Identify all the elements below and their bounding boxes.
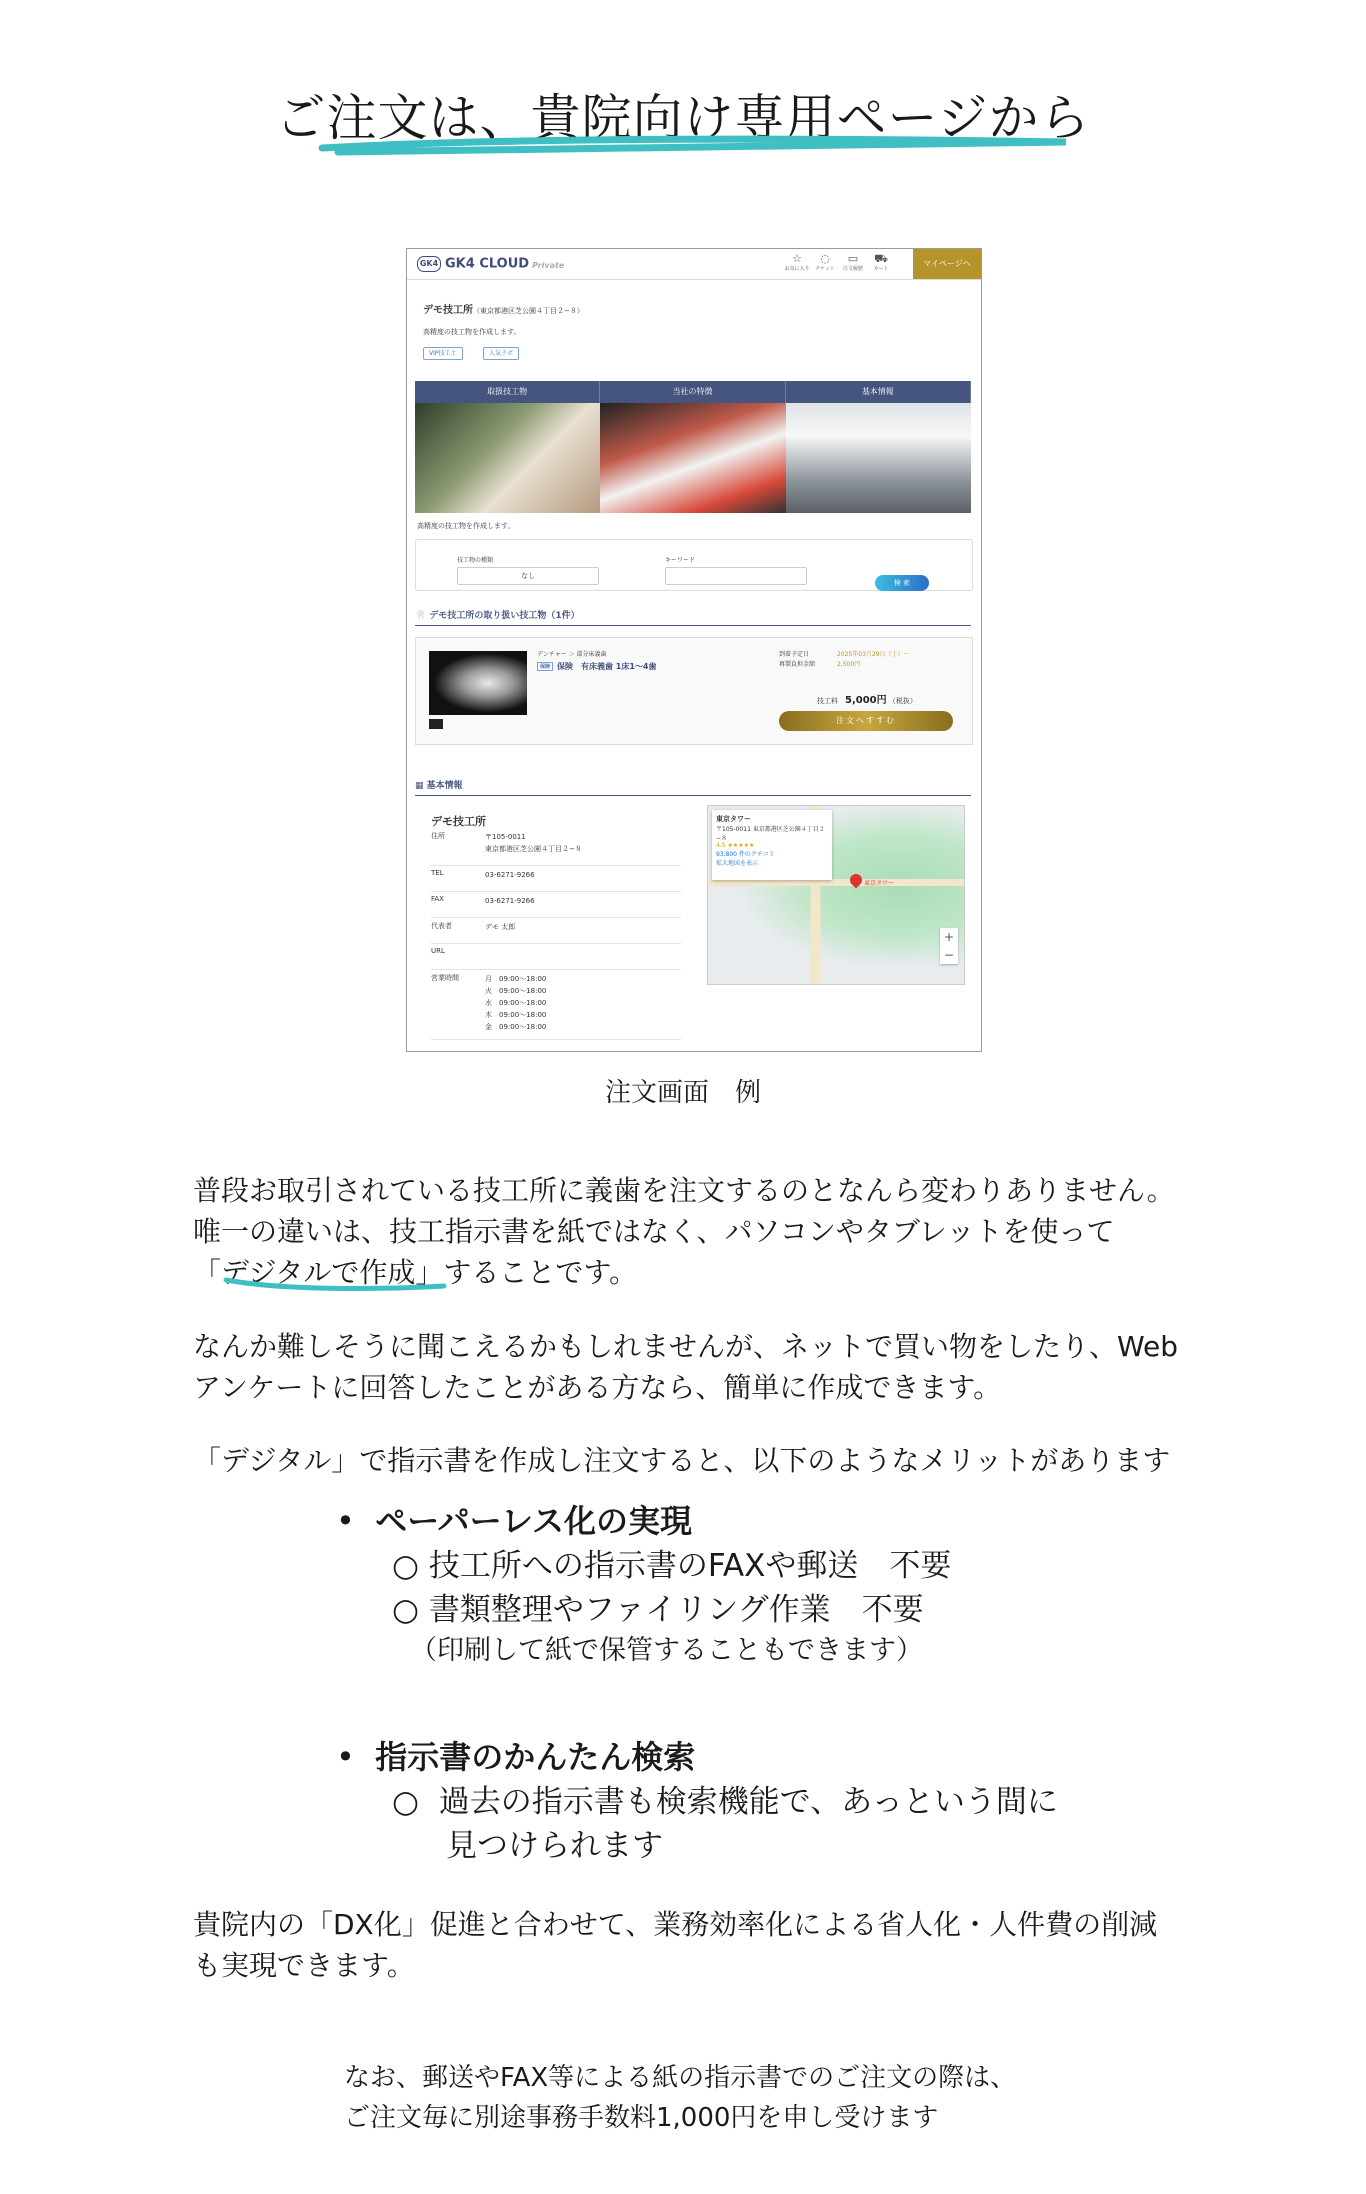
merit-2-sub-1-cont: 見つけられます	[446, 1828, 663, 1864]
merit-2-title: 指示書のかんたん検索	[375, 1738, 696, 1776]
cart-button[interactable]: ⛟ カート	[867, 253, 895, 272]
info-row-fax: FAX 03-6271-9266	[431, 895, 681, 918]
map-pin-icon	[848, 872, 865, 889]
product-thumbnail[interactable]	[429, 719, 443, 729]
screenshot-caption: 注文画面 例	[604, 1078, 761, 1108]
tab-features[interactable]: 当社の特徴	[600, 381, 785, 403]
paragraph-1-line-3: 「デジタルで作成」することです。	[193, 1256, 638, 1289]
app-header	[407, 249, 981, 280]
lab-name: デモ技工所（東京都港区芝公園４丁目２−８）	[423, 305, 584, 316]
info-lab-name: デモ技工所	[431, 815, 486, 828]
google-map[interactable]	[707, 805, 965, 985]
product-name[interactable]: 保険 保険 有床義歯 1床1～4歯	[537, 661, 657, 672]
circle-bullet-icon: ○	[392, 1592, 429, 1628]
map-place-card: 東京タワー 〒105-0011 東京都港区芝公園４丁目２−８ 4.5 ★★★★★ 93,800 件のクチコミ 拡大地図を表示	[712, 810, 832, 880]
info-row-url: URL	[431, 947, 681, 970]
tooth-icon: 🦷	[415, 611, 430, 621]
merit-1-sub-2: ○ 書類整理やファイリング作業 不要	[392, 1592, 924, 1628]
closing-line-1: 貴院内の「DX化」促進と合わせて、業務効率化による省人化・人件費の削減	[193, 1908, 1158, 1941]
info-row-tel: TEL 03-6271-9266	[431, 869, 681, 892]
digital-highlight-stroke	[222, 1274, 448, 1294]
product-image[interactable]	[429, 651, 527, 715]
closing-line-2: も実現できます。	[193, 1949, 415, 1982]
bullet-dot-icon: •	[336, 1738, 376, 1776]
type-select[interactable]: なし	[457, 567, 599, 585]
lab-address-inline: （東京都港区芝公園４丁目２−８）	[473, 307, 584, 315]
photo-office	[786, 403, 971, 513]
paragraph-1-line-1: 普段お取引されている技工所に義歯を注文するのとなんら変わりありません。	[193, 1174, 1175, 1207]
price: 技工料 5,000円 （税抜）	[817, 695, 917, 706]
zoom-in-icon[interactable]: +	[943, 930, 955, 944]
lab-description: 高精度の技工物を作成します。	[423, 328, 521, 336]
keyword-input[interactable]	[665, 567, 807, 585]
photo-glasses-print	[600, 403, 785, 513]
badge-popular: 人気ラボ	[483, 347, 519, 360]
delivery-label: 到着予定日	[779, 651, 810, 658]
ticket-button[interactable]: ◌ チケット	[811, 253, 839, 272]
merit-2-sub-1: ○ 過去の指示書も検索機能で、あっという間に	[392, 1784, 1058, 1820]
circle-bullet-icon: ○	[392, 1548, 429, 1584]
map-enlarge-link[interactable]: 拡大地図を表示	[716, 860, 759, 867]
chat-icon: ◌	[820, 252, 830, 265]
zoom-out-icon[interactable]: −	[943, 948, 955, 962]
building-icon: ▦	[415, 781, 427, 791]
order-history-button[interactable]: ▭ 注文履歴	[839, 253, 867, 272]
products-section-title: 🦷 デモ技工所の取り扱い技工物（1件）	[415, 607, 971, 626]
photo-denture-hand	[415, 403, 600, 513]
delivery-value: 2025年03月29日（土）～	[837, 651, 910, 658]
bullet-dot-icon: •	[336, 1502, 376, 1540]
photo-caption: 高精度の技工物を作成します。	[417, 522, 515, 530]
merit-2	[336, 1732, 695, 1778]
info-row-address: 住所 〒105-0011 東京都港区芝公園４丁目２−８	[431, 831, 681, 866]
paragraph-2-line-1: なんか難しそうに聞こえるかもしれませんが、ネットで買い物をしたり、Web	[193, 1330, 1179, 1363]
footnote-line-2: ご注文毎に別途事務手数料1,000円を申し受けます	[344, 2103, 939, 2133]
circle-bullet-icon: ○	[392, 1784, 439, 1820]
search-button[interactable]: 検 索	[875, 575, 929, 591]
favorites-button[interactable]: ☆ お気に入り	[784, 252, 810, 272]
order-screen-screenshot	[406, 248, 982, 1052]
lab-photo-strip	[415, 403, 971, 513]
remake-label: 再製負担金額	[779, 661, 816, 668]
mypage-button[interactable]: マイページへ	[913, 249, 981, 279]
merit-1-title: ペーパーレス化の実現	[375, 1502, 693, 1540]
merit-1	[336, 1496, 692, 1542]
tab-products[interactable]: 取扱技工物	[415, 381, 600, 403]
page-heading: ご注文は、貴院向け専用ページから	[275, 89, 1091, 147]
merit-1-note: （印刷して紙で保管することもできます）	[410, 1635, 923, 1666]
map-pin-label: 東京タワー	[864, 880, 895, 887]
order-button[interactable]: 注文へすすむ	[779, 711, 953, 731]
paragraph-3: 「デジタル」で指示書を作成し注文すると、以下のようなメリットがあります	[193, 1444, 1171, 1477]
map-zoom-controls[interactable]	[940, 928, 958, 964]
heading-underline-stroke	[318, 134, 1070, 156]
paragraph-1-line-2: 唯一の違いは、技工指示書を紙ではなく、パソコンやタブレットを使って	[193, 1215, 1115, 1248]
keyword-label: キーワード	[665, 557, 696, 564]
info-section-title: ▦ 基本情報	[415, 777, 971, 796]
remake-value: 2,500円	[837, 661, 861, 668]
product-breadcrumb: デンチャー ＞ 部分床義歯	[537, 651, 607, 658]
insurance-tag: 保険	[537, 662, 553, 671]
badge-vip: VIP技工士	[423, 347, 463, 360]
type-label: 技工物の種類	[457, 557, 494, 564]
app-logo[interactable]: GK4 GK4 CLOUD Private	[417, 256, 564, 272]
tab-basic-info[interactable]: 基本情報	[786, 381, 971, 403]
document-icon: ▭	[847, 252, 859, 265]
info-row-hours: 営業時間 月 09:00～18:00 火 09:00～18:00 水 09:00～18:00 木 09:00～18:00 金 09:00～18:00	[431, 973, 681, 1040]
paragraph-2-line-2: アンケートに回答したことがある方なら、簡単に作成できます。	[193, 1371, 1002, 1404]
merit-1-sub-1: ○ 技工所への指示書のFAXや郵送 不要	[392, 1548, 952, 1584]
star-icon: ☆	[792, 252, 802, 265]
footnote-line-1: なお、郵送やFAX等による紙の指示書でのご注文の際は、	[344, 2063, 1017, 2093]
cart-icon: ⛟	[874, 252, 888, 265]
lab-tabs	[415, 381, 971, 403]
info-row-representative: 代表者 デモ 太郎	[431, 921, 681, 944]
